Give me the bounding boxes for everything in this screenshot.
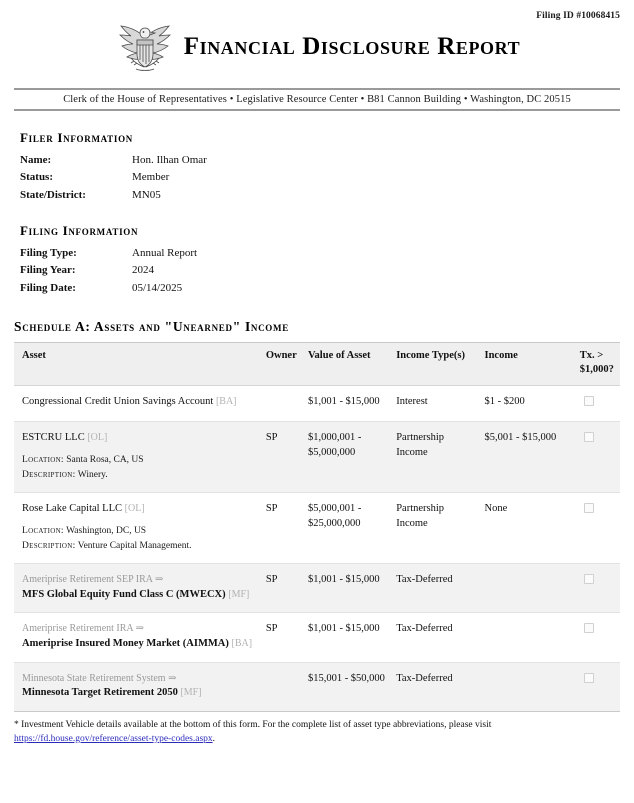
masthead-rule-bottom [14,109,620,111]
cell-asset [14,662,262,711]
asset-type-code: [BA] [215,395,237,407]
asset-type-code: [OL] [87,432,108,444]
tx-checkbox[interactable] [584,673,594,683]
asset-name: Congressional Credit Union Savings Account [22,395,214,407]
filing-id-label: Filing ID #10068415 [536,11,620,21]
title-row [14,18,620,76]
parent-account-name: Minnesota State Retirement System ⇒ [22,672,177,684]
asset-name [22,637,258,651]
cell-income-type: Interest [392,385,480,421]
cell-asset [14,422,262,493]
cell-income: $5,001 - $15,000 [481,422,574,493]
table-row [14,422,620,493]
filing-type-label: Filing Type: [20,246,77,259]
cell-owner: SP [262,613,304,662]
asset-name [22,686,258,700]
parent-account-name: Ameriprise Retirement IRA ⇒ [22,623,144,635]
filing-year-value: 2024 [132,264,154,277]
tx-checkbox[interactable] [584,503,594,513]
cell-tx [574,385,620,421]
table-header-row [14,343,620,385]
filing-year-label: Filing Year: [20,264,76,277]
document-masthead [14,0,620,88]
filing-date-value: 05/14/2025 [132,282,183,295]
asset-name: ESTCRU LLC [22,432,85,444]
location-label: Location: [22,525,64,536]
table-row [14,385,620,421]
tx-checkbox[interactable] [584,623,594,633]
cell-income-type: Tax-Deferred [392,564,480,613]
filer-status-label: Status: [20,171,54,184]
filing-information-heading: Filing Information [20,223,139,239]
filing-row-date [20,280,197,298]
cell-value: $1,001 - $15,000 [304,385,392,421]
cell-asset [14,564,262,613]
tx-checkbox[interactable] [584,574,594,584]
cell-value: $5,000,001 - $25,000,000 [304,493,392,564]
cell-income-type: Tax-Deferred [392,662,480,711]
cell-tx [574,662,620,711]
asset-name [22,588,258,602]
asset-description [22,468,258,482]
column-header-asset: Asset [14,343,262,385]
child-asset-name: Ameriprise Insured Money Market (AIMMA) [22,638,229,650]
cell-owner: SP [262,564,304,613]
filing-information-table [20,244,197,297]
filing-date-label: Filing Date: [20,282,76,295]
location-label: Location: [22,454,64,465]
cell-value: $1,001 - $15,000 [304,564,392,613]
filer-information-table [20,151,207,204]
filer-state-district-label: State/District: [20,188,86,201]
asset-name: Rose Lake Capital LLC [22,503,123,515]
cell-income [481,662,574,711]
description-value: Venture Capital Management. [77,540,192,551]
cell-income [481,613,574,662]
cell-value: $1,000,001 - $5,000,000 [304,422,392,493]
column-header-income: Income [481,343,574,385]
schedule-a-heading: Schedule A: Assets and "Unearned" Income [14,319,289,335]
filer-status-value: Member [132,171,170,184]
asset-location [22,524,258,538]
filer-row-state-district [20,186,207,204]
schedule-a-table [14,342,620,712]
description-value: Winery. [77,469,108,480]
cell-income: $1 - $200 [481,385,574,421]
tx-checkbox[interactable] [584,396,594,406]
filing-row-year [20,262,197,280]
cell-tx [574,613,620,662]
cell-income-type: Tax-Deferred [392,613,480,662]
clerk-address-line: Clerk of the House of Representatives • Legislative Resource Center • B81 Cannon Building • Washington, DC 20515 [63,94,571,105]
asset-type-code: [MF] [180,687,202,699]
filing-type-value: Annual Report [132,246,198,259]
cell-income [481,564,574,613]
footnote-text: * Investment Vehicle details available at the bottom of this form. For the complete list of asset type abbreviations, please visit [14,719,492,730]
asset-type-codes-link[interactable]: https://fd.house.gov/reference/asset-type-codes.aspx [14,733,213,744]
cell-income-type: Partnership Income [392,493,480,564]
filer-name-value: Hon. Ilhan Omar [132,153,207,166]
cell-income-type: Partnership Income [392,422,480,493]
cell-value: $1,001 - $15,000 [304,613,392,662]
schedule-a-body [14,385,620,711]
footnote-trailing: . [212,733,216,744]
table-row [14,613,620,662]
asset-location [22,453,258,467]
filer-row-status [20,169,207,187]
eagle-seal-icon [114,20,176,76]
cell-asset [14,493,262,564]
asset-description [22,539,258,553]
location-value: Washington, DC, US [66,525,147,536]
asset-type-code: [OL] [124,503,145,515]
table-row [14,564,620,613]
column-header-owner: Owner [262,343,304,385]
column-header-tx: Tx. > $1,000? [574,343,620,385]
asset-type-code: [BA] [231,638,253,650]
spacer [22,517,258,523]
description-label: Description: [22,469,76,480]
cell-asset [14,385,262,421]
tx-checkbox[interactable] [584,432,594,442]
cell-owner: SP [262,493,304,564]
location-value: Santa Rosa, CA, US [66,454,144,465]
spacer [22,446,258,452]
asset-type-code: [MF] [228,588,250,600]
filer-state-district-value: MN05 [132,188,161,201]
cell-value: $15,001 - $50,000 [304,662,392,711]
table-row [14,493,620,564]
cell-income: None [481,493,574,564]
description-label: Description: [22,540,76,551]
child-asset-name: Minnesota Target Retirement 2050 [22,687,178,699]
child-asset-name: MFS Global Equity Fund Class C (MWECX) [22,588,226,600]
filer-information-heading: Filer Information [20,130,133,145]
filer-row-name [20,151,207,169]
cell-owner: SP [262,422,304,493]
page-title: Financial Disclosure Report [183,33,521,60]
cell-owner [262,385,304,421]
column-header-income-type: Income Type(s) [392,343,480,385]
cell-tx [574,564,620,613]
cell-owner [262,662,304,711]
filing-row-type [20,244,197,262]
filer-name-label: Name: [20,153,52,166]
cell-tx [574,493,620,564]
cell-asset [14,613,262,662]
cell-tx [574,422,620,493]
asset-code-footnote [14,719,620,747]
table-row [14,662,620,711]
column-header-value: Value of Asset [304,343,392,385]
parent-account-name: Ameriprise Retirement SEP IRA ⇒ [22,574,164,586]
